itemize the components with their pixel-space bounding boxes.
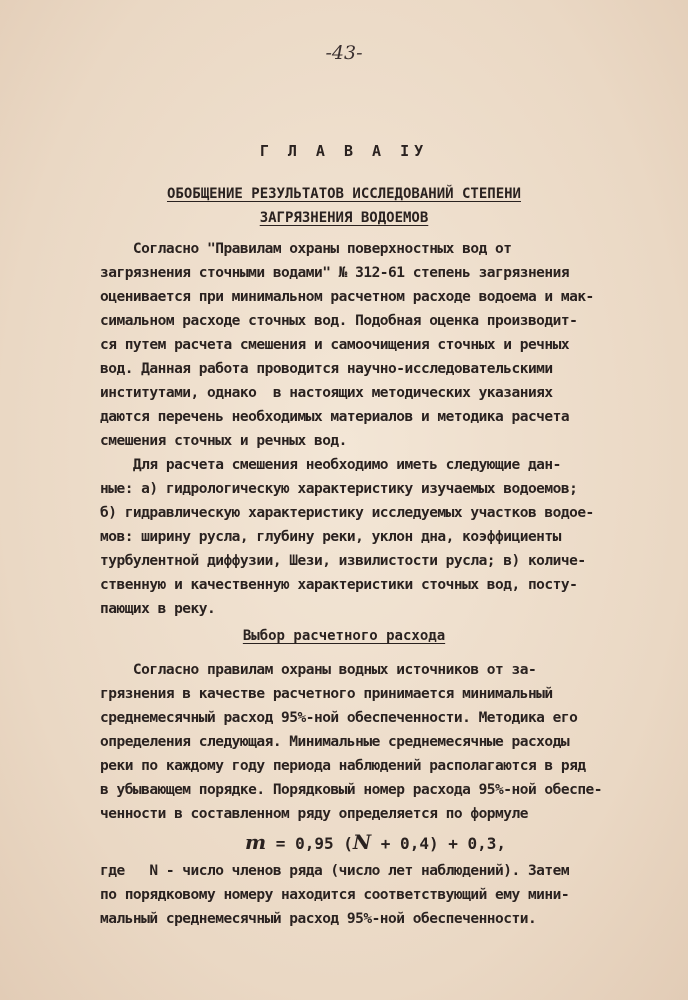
- formula: [245, 830, 506, 854]
- paragraph-line: смешения сточных и речных вод.: [100, 433, 347, 449]
- chapter-title: Г Л А В А IУ: [259, 142, 429, 160]
- paragraph-line: грязнения в качестве расчетного принимается минимальный: [100, 686, 553, 702]
- paragraph-line: симальном расходе сточных вод. Подобная оценка производит-: [100, 313, 578, 329]
- paragraph-line: в убывающем порядке. Порядковый номер расхода 95%-ной обеспе-: [100, 782, 603, 798]
- paragraph-line: ся путем расчета смешения и самоочищения сточных и речных: [100, 337, 570, 353]
- section-heading-line2: ЗАГРЯЗНЕНИЯ ВОДОЕМОВ: [259, 210, 429, 226]
- formula-part1: = 0,95 (: [266, 834, 353, 853]
- paragraph-line: пающих в реку.: [100, 601, 216, 617]
- paragraph-line: вод. Данная работа проводится научно-исследовательскими: [100, 361, 553, 377]
- paragraph-line: б) гидравлическую характеристику исследуемых участков водое-: [100, 505, 594, 521]
- paragraph-line: мальный среднемесячный расход 95%-ной обеспеченности.: [100, 911, 537, 927]
- formula-part2: + 0,4) + 0,3,: [371, 834, 507, 853]
- section-heading-line1: ОБОБЩЕНИЕ РЕЗУЛЬТАТОВ ИССЛЕДОВАНИЙ СТЕПЕНИ: [166, 186, 521, 202]
- paragraph-line: институтами, однако в настоящих методических указаниях: [100, 385, 553, 401]
- subsection-heading: Выбор расчетного расхода: [242, 628, 446, 644]
- formula-n: N: [352, 830, 372, 854]
- formula-m: m: [245, 830, 267, 854]
- paragraph-line: Согласно правилам охраны водных источников от за-: [100, 662, 537, 678]
- paragraph-line: даются перечень необходимых материалов и методика расчета: [100, 409, 570, 425]
- paragraph-line: загрязнения сточными водами" № 312-61 степень загрязнения: [100, 265, 570, 281]
- paragraph-line: Согласно "Правилам охраны поверхностных вод от: [100, 241, 512, 257]
- paragraph-line: мов: ширину русла, глубину реки, уклон дна, коэффициенты: [100, 529, 561, 545]
- page-number: -43-: [325, 42, 363, 64]
- paragraph-line: ственную и качественную характеристики сточных вод, посту-: [100, 577, 578, 593]
- paragraph-line: по порядковому номеру находится соответствующий ему мини-: [100, 887, 570, 903]
- paragraph-line: среднемесячный расход 95%-ной обеспеченности. Методика его: [100, 710, 578, 726]
- paragraph-line: ченности в составленном ряду определяется по формуле: [100, 806, 528, 822]
- paragraph-line: определения следующая. Минимальные среднемесячные расходы: [100, 734, 570, 750]
- paragraph-line: турбулентной диффузии, Шези, извилистости русла; в) количе-: [100, 553, 586, 569]
- paragraph-line: Для расчета смешения необходимо иметь следующие дан-: [100, 457, 561, 473]
- paragraph-line: оценивается при минимальном расчетном расходе водоема и мак-: [100, 289, 594, 305]
- paragraph-line: ные: а) гидрологическую характеристику изучаемых водоемов;: [100, 481, 578, 497]
- paragraph-line: где N - число членов ряда (число лет наблюдений). Затем: [100, 863, 570, 879]
- paragraph-line: реки по каждому году периода наблюдений располагаются в ряд: [100, 758, 586, 774]
